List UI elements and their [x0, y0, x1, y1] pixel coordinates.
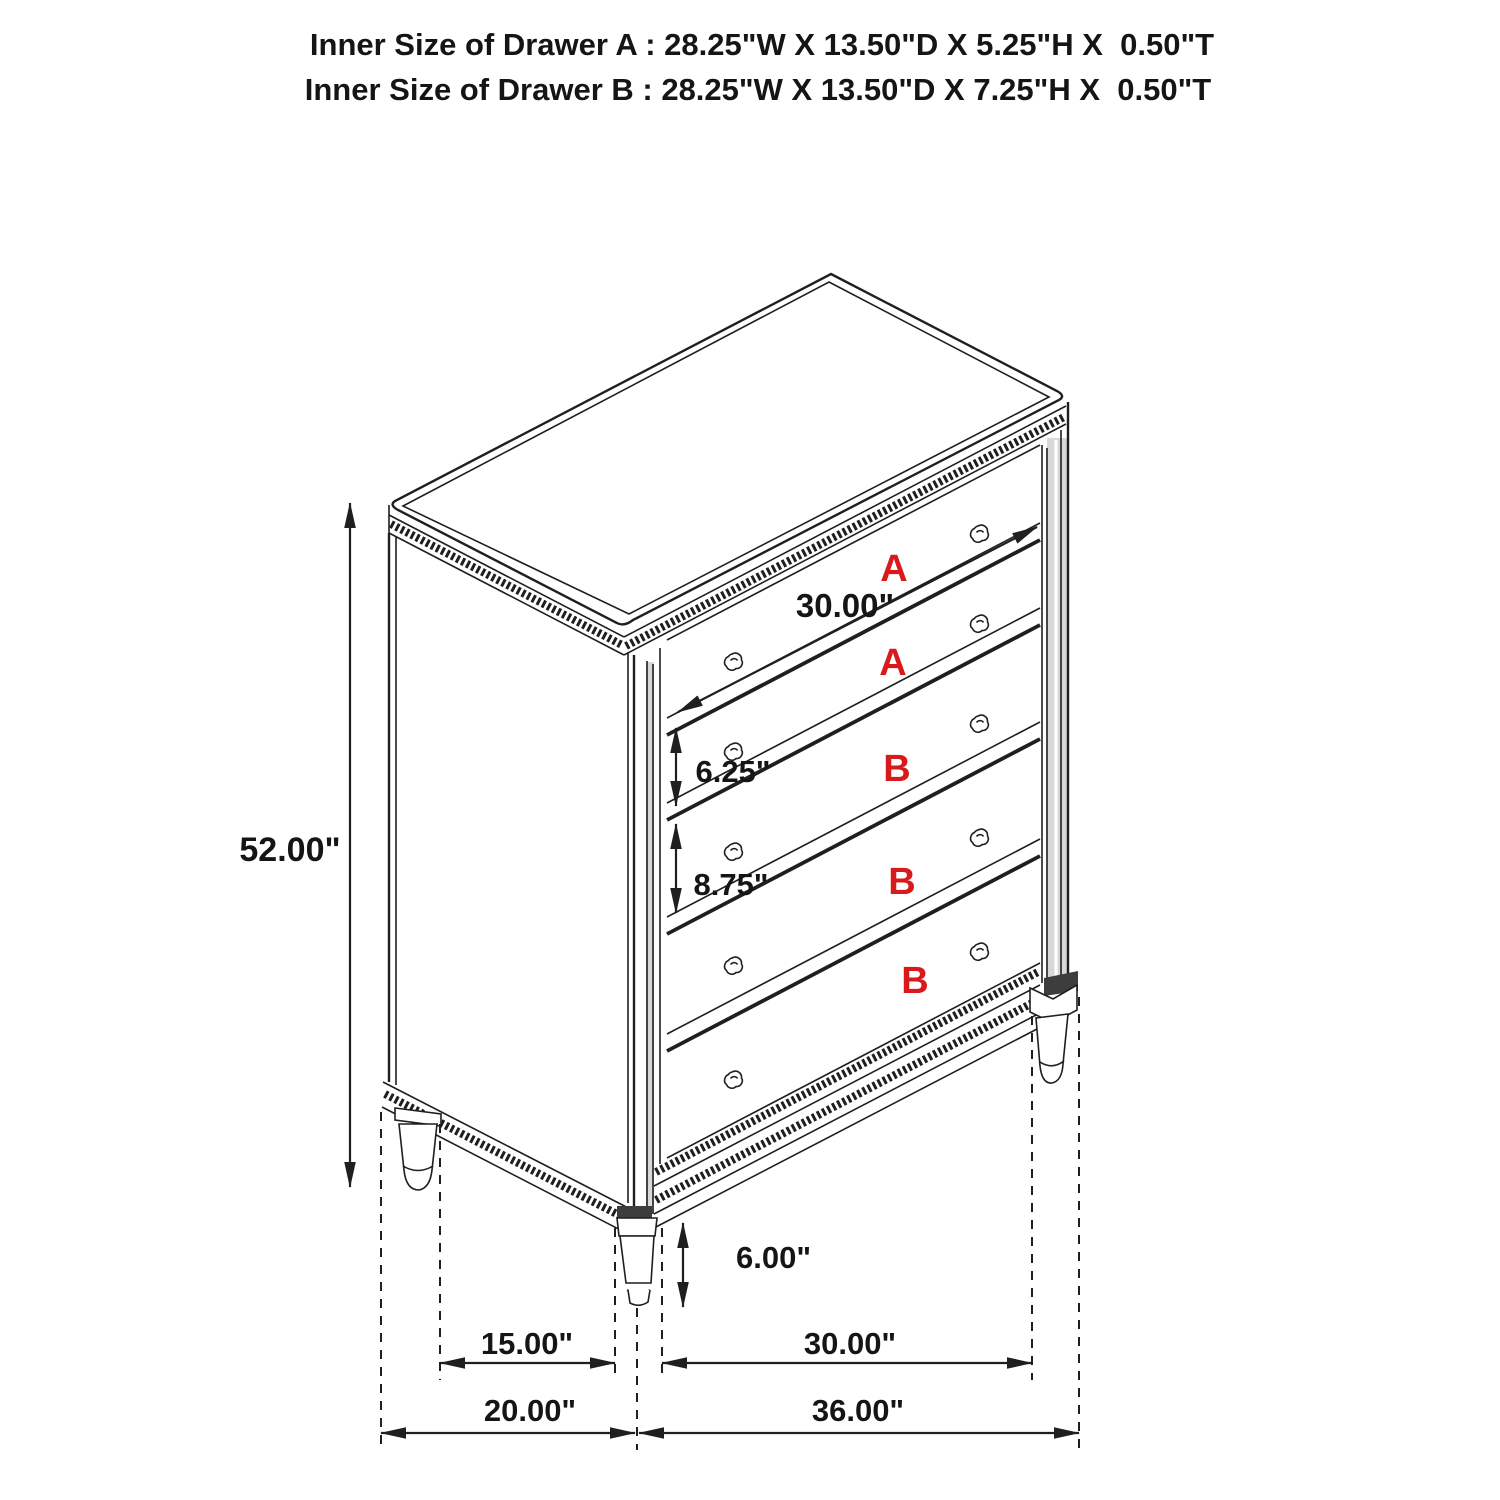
drawer-knob-icon [971, 943, 989, 960]
dim-overall-depth [381, 1393, 635, 1433]
rail-line [654, 1013, 1040, 1214]
rail-line [654, 985, 1040, 1186]
drawer-knob-icon [971, 615, 989, 632]
dim-text-15: 15.00" [480, 1326, 574, 1361]
dim-text-8-75: 8.75" [693, 867, 769, 902]
cabinet-top [389, 274, 1066, 655]
drawer-label-a2: A [879, 642, 907, 684]
header [305, 27, 1214, 107]
rail-bead [656, 972, 1038, 1172]
drawer-knob-icon [725, 653, 743, 670]
header-line-2: Inner Size of Drawer B : 28.25"W X 13.50"D X 7.25"H X 0.50"T [304, 72, 1212, 107]
dim-text-36: 36.00" [811, 1393, 905, 1428]
left-foot-taper [399, 1124, 437, 1190]
dim-overall-width [639, 1393, 1079, 1433]
front-foot-mount [617, 1206, 652, 1219]
dim-overall-height [239, 503, 350, 1187]
front-foot-taper [620, 1236, 654, 1283]
rail-line [654, 1029, 1037, 1228]
right-foot-taper [1036, 1014, 1068, 1083]
dim-leg-spacing-depth [440, 1326, 615, 1363]
drawer-knob-icon [725, 957, 743, 974]
right-foot [1030, 971, 1078, 1083]
dim-drawer-b-height [676, 824, 769, 913]
header-line-1: Inner Size of Drawer A : 28.25"W X 13.50"D X 5.25"H X 0.50"T [309, 27, 1215, 62]
top-surface [393, 274, 1062, 624]
dim-text-52: 52.00" [239, 831, 341, 869]
rail-bead [656, 1000, 1038, 1200]
dim-leg-height [683, 1223, 811, 1307]
drawer-label-b2: B [888, 861, 916, 903]
front-foot-tip [628, 1290, 650, 1305]
front-corner-post [628, 648, 660, 1214]
drawer-face-bottom-edge [667, 963, 1040, 1158]
dim-drawer-a-height [676, 728, 771, 806]
dim-text-30-bottom: 30.00" [803, 1326, 897, 1361]
right-pilaster [1042, 402, 1068, 985]
left-foot [395, 1108, 441, 1190]
dim-text-30-diagonal: 30.00" [795, 587, 895, 624]
front-foot [617, 1206, 657, 1305]
dim-text-6-25: 6.25" [695, 754, 771, 789]
drawer-knob-icon [725, 843, 743, 860]
dim-text-6-00: 6.00" [736, 1240, 812, 1275]
front-foot-block [617, 1218, 657, 1236]
dim-leg-spacing-width [662, 1326, 1032, 1363]
dim-text-20: 20.00" [483, 1393, 577, 1428]
drawer-knob-icon [971, 829, 989, 846]
drawer-label-b3: B [901, 960, 929, 1002]
drawer-label-b1: B [883, 748, 911, 790]
dimension-annotations [239, 503, 1079, 1450]
drawer-knob-icon [971, 525, 989, 542]
drawer-label-a1: A [880, 548, 908, 590]
drawer-knob-icon [971, 715, 989, 732]
drawer-knob-icon [725, 1071, 743, 1088]
